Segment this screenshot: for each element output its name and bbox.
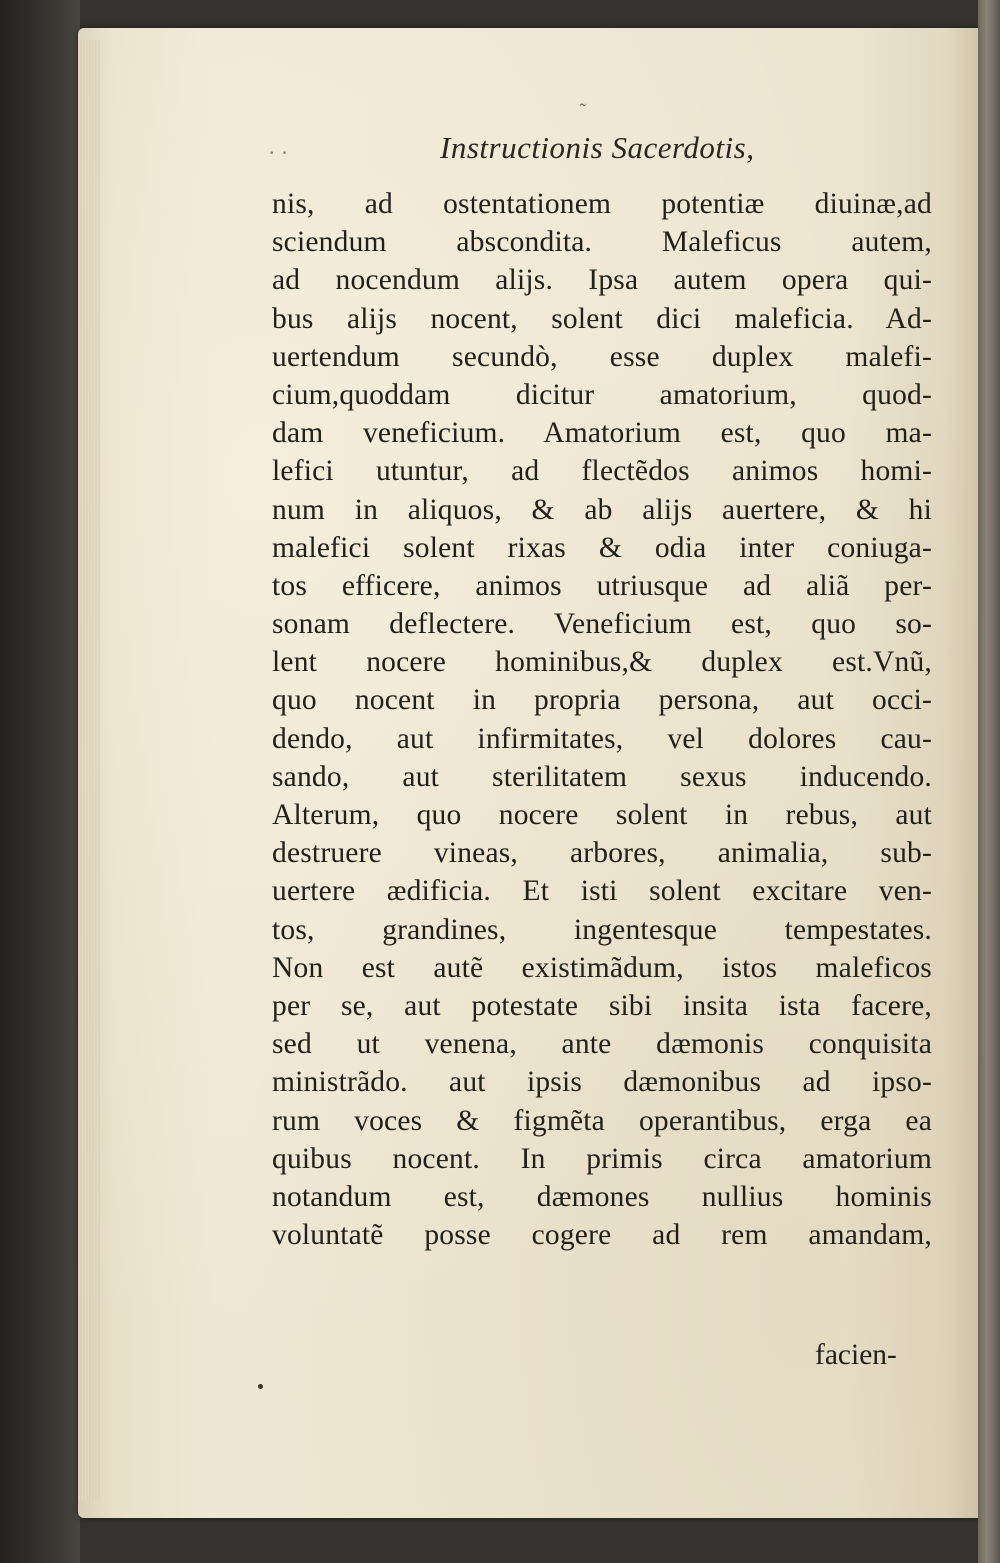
- text-line: bus alijs nocent, solent dici maleficia. Ad-: [272, 302, 932, 335]
- ink-speck: [258, 1384, 263, 1389]
- ink-mark: · ·: [268, 140, 289, 165]
- ink-mark: ˜: [580, 100, 586, 120]
- text-line: nis, ad ostentationem potentiæ diuinæ,ad: [272, 188, 932, 220]
- text-line: rum voces & figmẽta operantibus, erga ea: [272, 1104, 932, 1137]
- text-line: quibus nocent. In primis circa amatorium: [272, 1142, 932, 1175]
- text-line: ministrãdo. aut ipsis dæmonibus ad ipso-: [272, 1066, 932, 1099]
- text-line: num in aliquos, & ab alijs auertere, & hi: [272, 493, 932, 526]
- text-line: uertere ædificia. Et isti solent excitare ven-: [272, 875, 932, 908]
- text-line: sando, aut sterilitatem sexus inducendo.: [272, 760, 932, 793]
- text-line: notandum est, dæmones nullius hominis: [272, 1180, 932, 1213]
- text-line: tos, grandines, ingentesque tempestates.: [272, 913, 932, 946]
- text-line: dam veneficium. Amatorium est, quo ma-: [272, 417, 932, 450]
- text-line: ad nocendum alijs. Ipsa autem opera qui-: [272, 264, 932, 297]
- catchword: facien-: [815, 1339, 897, 1371]
- text-line: Alterum, quo nocere solent in rebus, aut: [272, 799, 932, 831]
- page-edges: [78, 40, 100, 1500]
- book-spine: [978, 0, 1000, 1563]
- running-header: Instructionis Sacerdotis,: [440, 130, 755, 165]
- text-line: sed ut venena, ante dæmonis conquisita: [272, 1028, 932, 1061]
- text-line: voluntatẽ posse cogere ad rem amandam,: [272, 1219, 932, 1252]
- text-line: quo nocent in propria persona, aut occi-: [272, 684, 932, 717]
- text-line: lefici utuntur, ad flectẽdos animos homi-: [272, 455, 932, 488]
- text-line: malefici solent rixas & odia inter coniuga-: [272, 531, 932, 564]
- text-line: lent nocere hominibus,& duplex est.Vnũ,: [272, 646, 932, 679]
- text-line: dendo, aut infirmitates, vel dolores cau-: [272, 722, 932, 755]
- text-line: tos efficere, animos utriusque ad aliã per-: [272, 569, 932, 602]
- text-line: uertendum secundò, esse duplex malefi-: [272, 340, 932, 373]
- text-line: sciendum abscondita. Maleficus autem,: [272, 226, 932, 259]
- text-line: per se, aut potestate sibi insita ista facere,: [272, 989, 932, 1022]
- body-text: [272, 185, 932, 1254]
- text-line: destruere vineas, arbores, animalia, sub-: [272, 837, 932, 870]
- text-line: Non est autẽ existimãdum, istos maleficos: [272, 951, 932, 984]
- text-line: cium,quoddam dicitur amatorium, quod-: [272, 378, 932, 411]
- left-shadow: [0, 0, 80, 1563]
- text-line: sonam deflectere. Veneficium est, quo so-: [272, 608, 932, 641]
